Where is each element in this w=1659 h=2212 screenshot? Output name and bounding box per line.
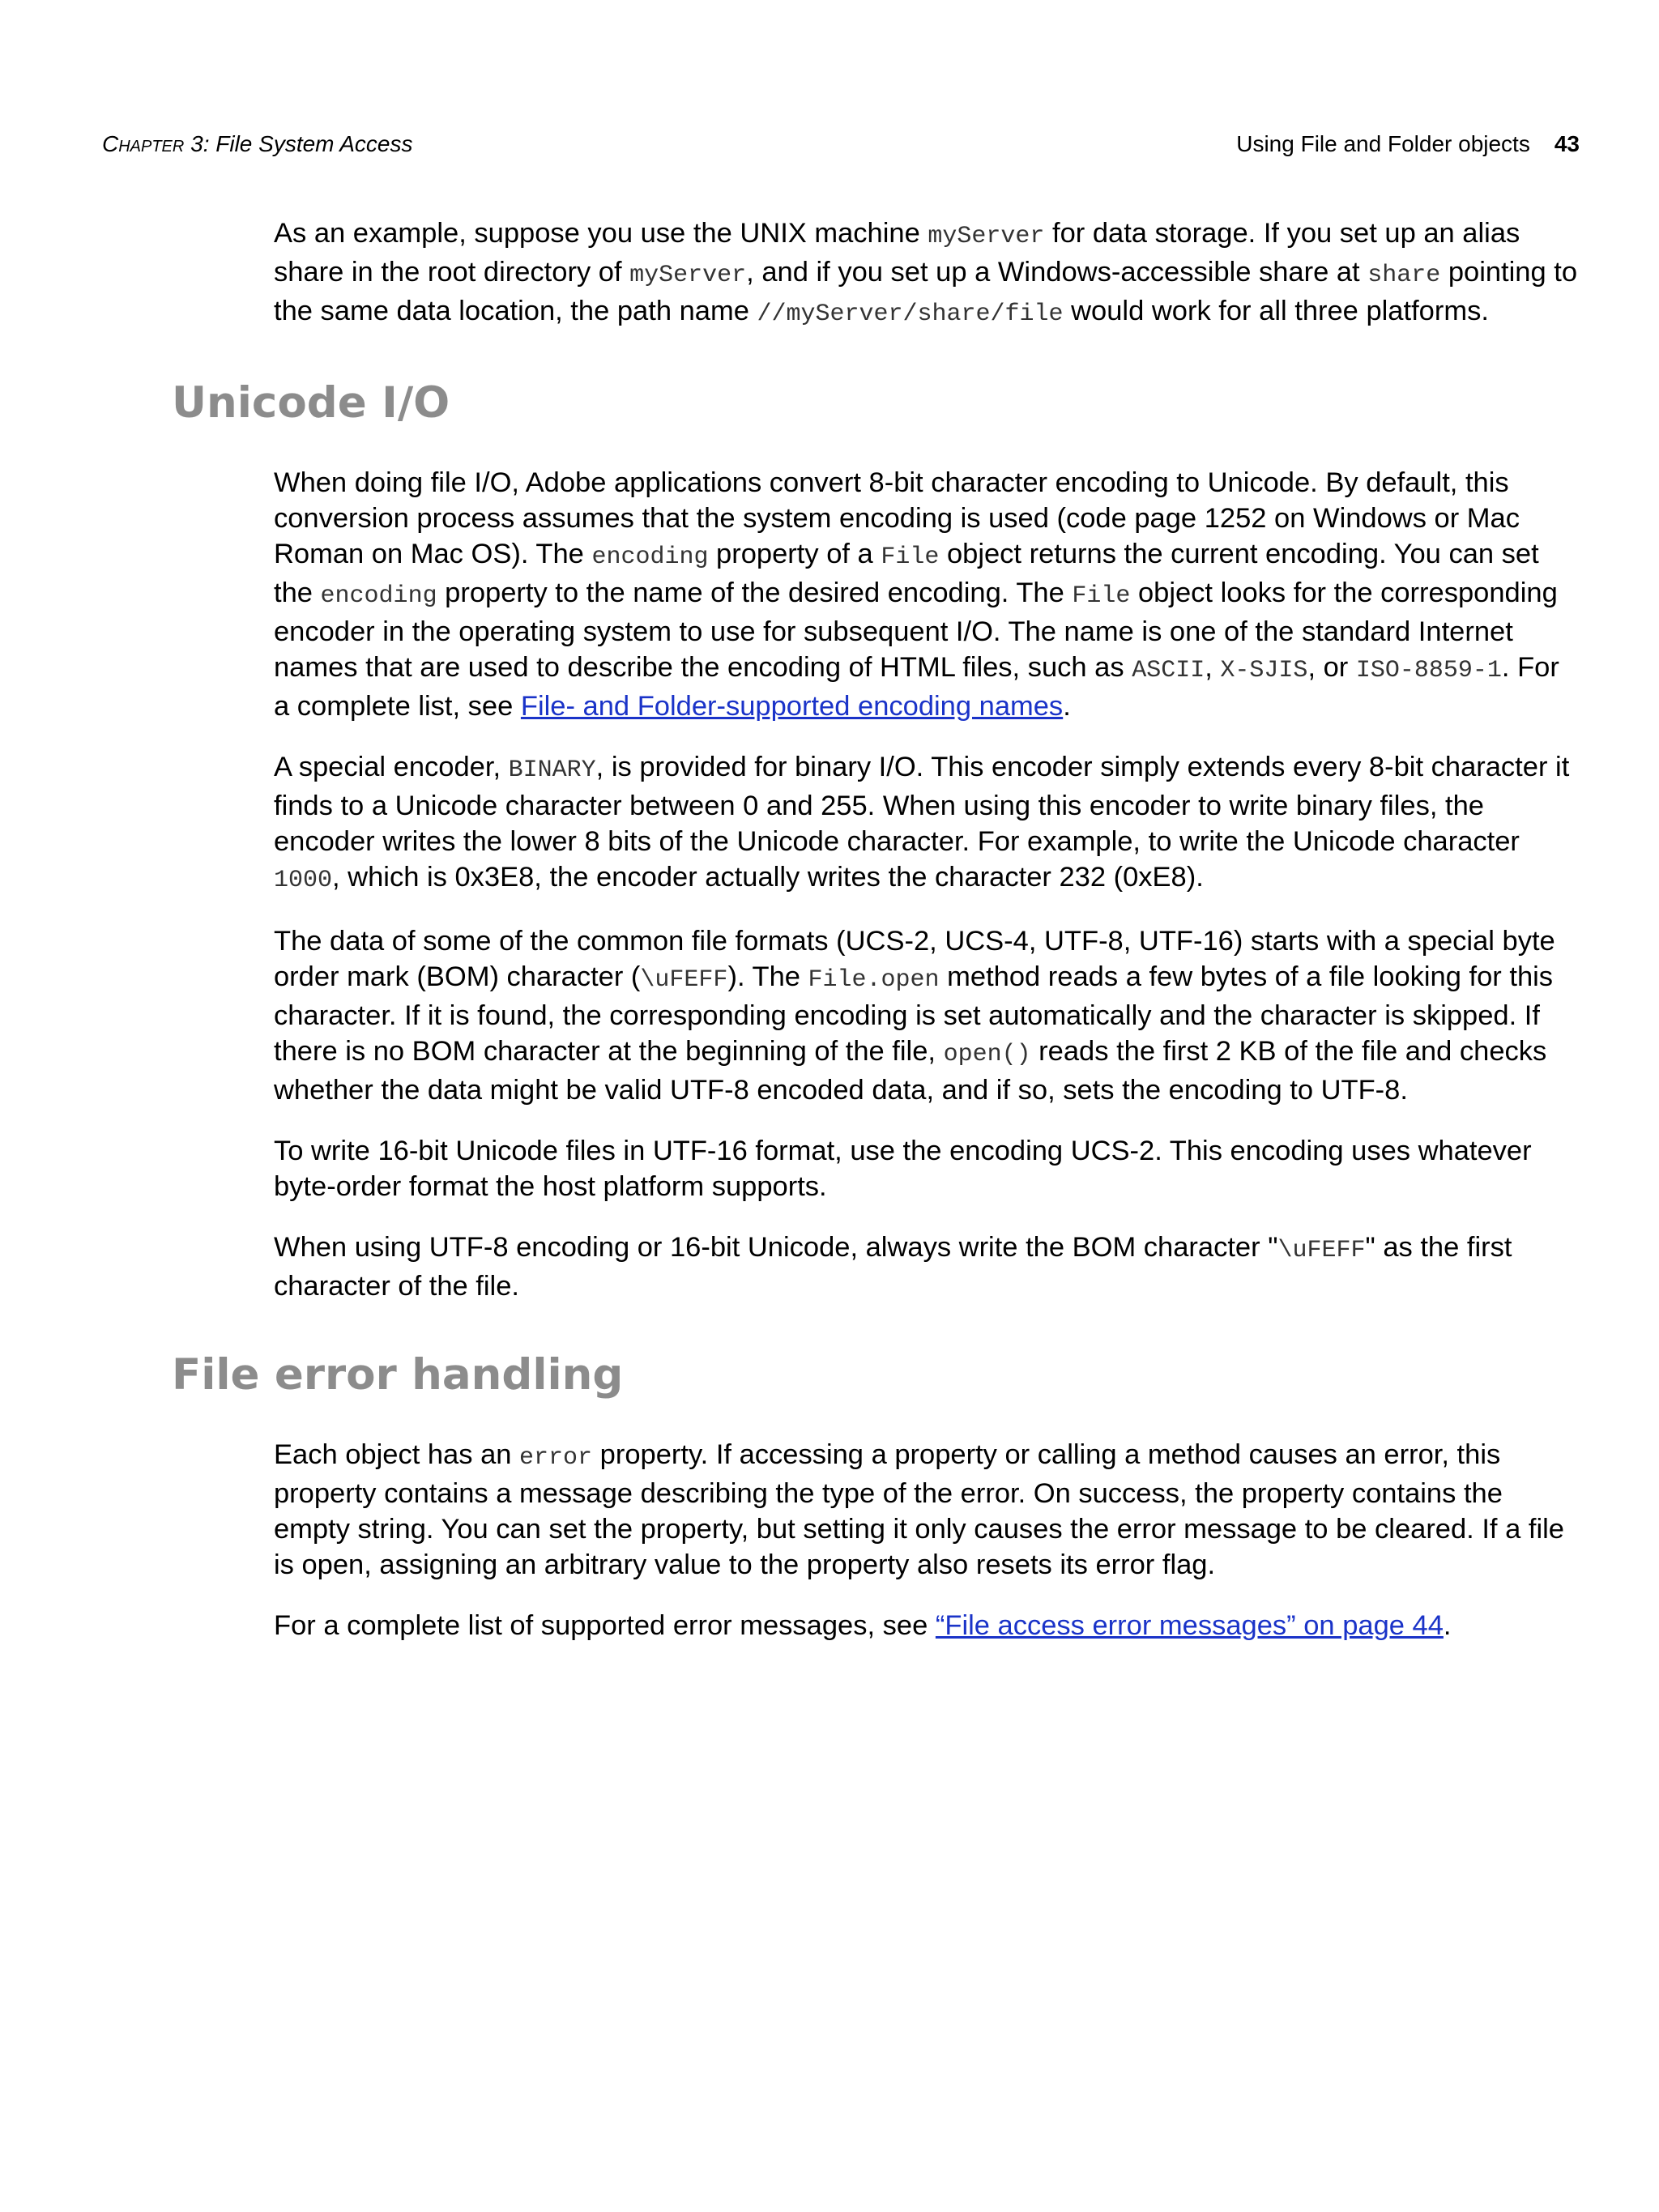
errors-paragraph-2 (274, 1608, 1580, 1643)
text: , which is 0x3E8, the encoder actually writes the character 232 (0xE8). (332, 862, 1204, 893)
errors-paragraph-1 (274, 1437, 1580, 1583)
code-file: File (1072, 582, 1131, 610)
page-header (102, 128, 1580, 160)
unicode-paragraph-5 (274, 1230, 1580, 1304)
text: Each object has an (274, 1439, 520, 1470)
text: , or (1307, 652, 1356, 683)
code-file-open: File.open (808, 966, 940, 994)
text: " as the first character of the file. (274, 1232, 1512, 1302)
text: When doing file I/O, Adobe applications convert 8-bit character encoding to Unicode. By default, this conversion process assumes that the system encoding is used (code page 1252 on Windows or Mac Roman on Mac OS). The (274, 467, 1520, 569)
code-1000: 1000 (274, 867, 333, 894)
link-encoding-names[interactable]: File- and Folder-supported encoding names (520, 691, 1064, 722)
text: property of a (708, 539, 881, 569)
text: for data storage. If you set up an alias share in the root directory of (274, 218, 1520, 288)
text: method reads a few bytes of a file looking for this character. If it is found, the corresponding encoding is set automatically and the character is skipped. If there is no BOM character at the beginning of the file, (274, 961, 1554, 1067)
text: , is provided for binary I/O. This encoder simply extends every 8-bit character it finds to a Unicode character between 0 and 255. When using this encoder to write binary files, the encoder writes the lower 8 bits of the Unicode character. For example, to write the Unicode character (274, 752, 1570, 857)
unicode-paragraph-3 (274, 923, 1580, 1108)
code-ufeff: \uFEFF (1277, 1237, 1366, 1264)
code-share: share (1367, 262, 1441, 289)
code-x-sjis: X-SJIS (1220, 657, 1308, 684)
code-myserver: myServer (629, 262, 747, 289)
text: would work for all three platforms. (1063, 296, 1489, 326)
text: A special encoder, (274, 752, 509, 782)
code-path: //myServer/share/file (757, 300, 1064, 328)
header-chapter-word: Chapter (102, 131, 185, 156)
heading-file-error-handling: File error handling (172, 1350, 624, 1400)
page-number: 43 (1554, 131, 1580, 156)
code-encoding: encoding (591, 543, 709, 571)
text: ). The (727, 961, 808, 992)
unicode-paragraph-2 (274, 749, 1580, 898)
text: As an example, suppose you use the UNIX machine (274, 218, 928, 249)
text: The data of some of the common file formats (UCS-2, UCS-4, UTF-8, UTF-16) starts with a special byte order mark (BOM) character ( (274, 926, 1555, 992)
link-file-access-errors[interactable]: “File access error messages” on page 44 (935, 1610, 1444, 1641)
code-myserver: myServer (928, 223, 1045, 250)
text: . For a complete list, see (274, 652, 1559, 722)
text: object returns the current encoding. You can set the (274, 539, 1539, 608)
text: reads the first 2 KB of the file and checks whether the data might be valid UTF-8 encoded data, and if so, sets the encoding to UTF-8. (274, 1036, 1547, 1106)
text: property. If accessing a property or calling a method causes an error, this property contains a message describing the type of the error. On success, the property contains the empty string. You can set the property, but setting it only causes the error message to be cleared. If a file is open, assigning an arbitrary value to the property also resets its error flag. (274, 1439, 1564, 1580)
text: , and if you set up a Windows-accessible share at (746, 257, 1368, 288)
header-section-title: Using File and Folder objects (1236, 131, 1530, 156)
code-error: error (519, 1444, 593, 1472)
text: property to the name of the desired encoding. The (437, 578, 1073, 608)
code-ascii: ASCII (1132, 657, 1205, 684)
header-chapter-rest: 3: File System Access (184, 131, 413, 156)
code-ufeff: \uFEFF (640, 966, 728, 994)
heading-unicode-io: Unicode I/O (172, 378, 450, 428)
unicode-paragraph-4: To write 16-bit Unicode files in UTF-16 format, use the encoding UCS-2. This encoding uses whatever byte-order format the host platform supports. (274, 1136, 1532, 1202)
intro-paragraph (274, 215, 1580, 332)
code-iso-8859-1: ISO-8859-1 (1355, 657, 1502, 684)
code-encoding: encoding (320, 582, 437, 610)
code-open: open() (943, 1041, 1031, 1068)
header-right (1236, 128, 1580, 160)
text: pointing to the same data location, the path name (274, 257, 1578, 326)
text: , (1205, 652, 1221, 683)
text: For a complete list of supported error messages, see (274, 1610, 936, 1641)
text: When using UTF-8 encoding or 16-bit Unicode, always write the BOM character " (274, 1232, 1278, 1263)
code-file: File (881, 543, 940, 571)
text: object looks for the corresponding encoder in the operating system to use for subsequent I/O. The name is one of the standard Internet names that are used to describe the encoding of HTML files, such as (274, 578, 1558, 683)
text: . (1443, 1610, 1452, 1641)
header-chapter-title (102, 128, 413, 160)
unicode-paragraph-1 (274, 465, 1580, 724)
page-content (172, 215, 1580, 1669)
code-binary: BINARY (508, 757, 596, 784)
text: . (1063, 691, 1071, 722)
